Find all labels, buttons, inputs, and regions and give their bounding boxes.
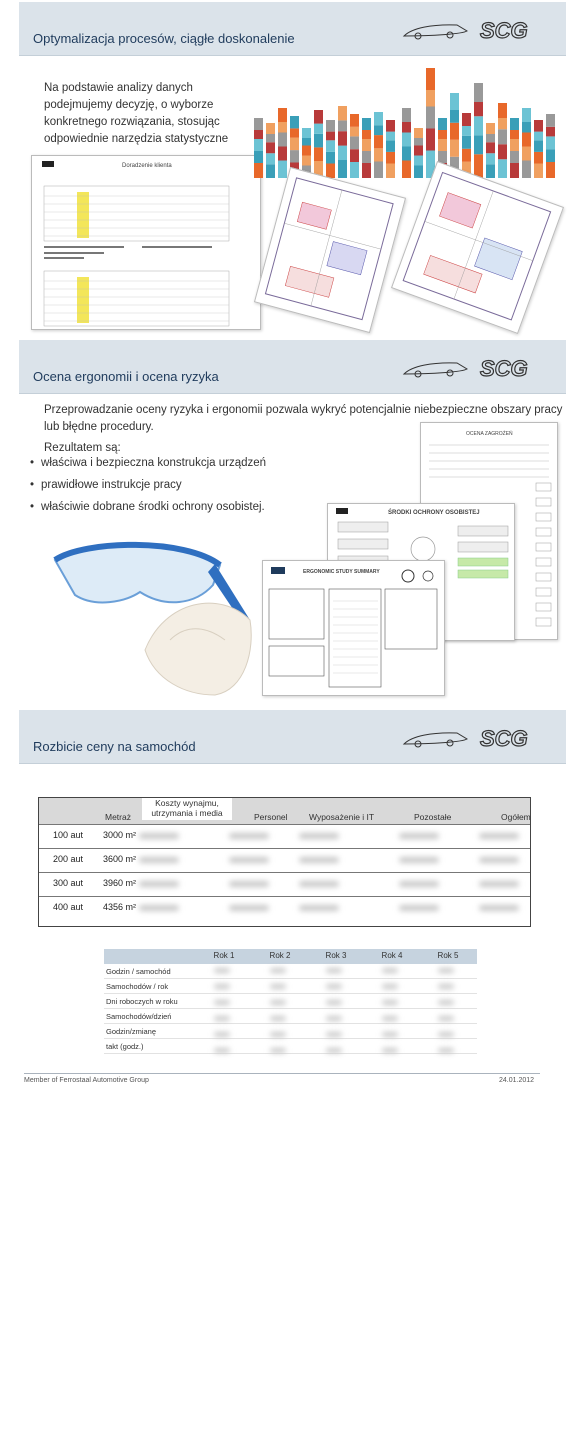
bar-segment: [474, 116, 483, 135]
row-area: 3960 m²: [103, 878, 137, 888]
bar-segment: [546, 127, 555, 137]
floor-plan-1: [254, 167, 406, 333]
bar-segment: [534, 140, 543, 152]
header-pozostale: Pozostałe: [414, 812, 452, 822]
bar-segment: [290, 128, 299, 137]
bar-segment: [278, 108, 287, 122]
bar-segment: [438, 118, 447, 130]
table-row: [39, 848, 530, 872]
redacted-value: [382, 1016, 398, 1021]
redacted-value: [214, 1000, 230, 1005]
bar-segment: [498, 103, 507, 118]
bar-segment: [326, 152, 335, 164]
footer-date: 24.01.2012: [499, 1077, 535, 1084]
doc-title: Doradzenie klienta: [122, 163, 172, 169]
bar-segment: [326, 140, 335, 152]
redacted-value: [229, 833, 269, 839]
slide2-paragraph: Przeprowadzanie oceny ryzyka i ergonomii pozwala wykryć potencjalnie niebezpieczne obszary pracy lub błędne procedury.: [44, 404, 563, 433]
bar-segment: [374, 112, 383, 125]
redacted-value: [270, 1016, 286, 1021]
bar-segment: [546, 162, 555, 178]
bar-segment: [290, 138, 299, 150]
row-qty: 200 aut: [53, 854, 84, 864]
bar-segment: [350, 162, 359, 178]
footer-divider: [24, 1073, 540, 1074]
redacted-value: [438, 968, 454, 973]
bar-segment: [254, 163, 263, 178]
ergo-form-figure: [263, 561, 444, 693]
table-row: [39, 824, 530, 848]
bar-segment: [498, 144, 507, 159]
redacted-value: [326, 1000, 342, 1005]
bar-segment: [510, 139, 519, 151]
redacted-value: [382, 1032, 398, 1037]
bar-segment: [266, 134, 275, 142]
redacted-value: [214, 968, 230, 973]
header-ogolem: Ogółem: [501, 812, 531, 822]
redacted-value: [229, 881, 269, 887]
redacted-value: [326, 1048, 342, 1053]
bar-segment: [386, 152, 395, 164]
safety-glasses-gloves-image: [45, 530, 265, 700]
stacked-bar-charts-figure: [252, 66, 562, 186]
bullet-item: • właściwa i bezpieczna konstrukcja urządzeń: [30, 452, 266, 474]
redacted-value: [214, 1016, 230, 1021]
bar-segment: [534, 132, 543, 141]
bar-segment: [350, 127, 359, 137]
row-label: Godzin/zmianę: [106, 1027, 157, 1036]
bar-segment: [386, 120, 395, 132]
bar-segment: [510, 163, 519, 178]
redacted-value: [326, 1032, 342, 1037]
bar-segment: [462, 136, 471, 149]
bar-segment: [450, 140, 459, 157]
row-qty: 400 aut: [53, 902, 84, 912]
redacted-value: [382, 968, 398, 973]
bar-segment: [546, 114, 555, 127]
bar-segment: [278, 122, 287, 133]
bar-segment: [474, 102, 483, 116]
floor-plan-2-drawing: [392, 162, 562, 332]
bar-segment: [534, 152, 543, 164]
bar-segment: [374, 135, 383, 148]
bar-segment: [386, 140, 395, 152]
bar-segment: [546, 136, 555, 149]
year-table-header: [104, 949, 477, 964]
year-header: Rok 4: [381, 951, 403, 960]
bar-segment: [326, 132, 335, 141]
ergonomic-study-document: [262, 560, 445, 696]
svg-text:SCG: SCG: [480, 356, 528, 381]
redacted-value: [270, 1000, 286, 1005]
bar-segment: [266, 164, 275, 178]
bar-segment: [534, 120, 543, 132]
bar-segment: [402, 122, 411, 133]
bar-segment: [338, 106, 347, 120]
year-header: Rok 1: [213, 951, 235, 960]
redacted-value: [214, 984, 230, 989]
bar-segment: [266, 123, 275, 134]
year-table-row: [104, 1039, 477, 1054]
bar-segment: [486, 123, 495, 134]
doc-title-ocena: OCENA ZAGROŻEŃ: [466, 431, 513, 437]
bar-segment: [314, 124, 323, 134]
redacted-value: [438, 1048, 454, 1053]
redacted-value: [382, 984, 398, 989]
floor-plan-1-drawing: [255, 168, 405, 332]
bar-segment: [414, 166, 423, 179]
slide-header-rozbicie: [19, 710, 566, 764]
bar-segment: [350, 136, 359, 149]
bar-segment: [522, 161, 531, 179]
bar-segment: [374, 125, 383, 135]
redacted-value: [326, 968, 342, 973]
row-area: 3000 m²: [103, 830, 137, 840]
redacted-value: [270, 968, 286, 973]
slide-title: Optymalizacja procesów, ciągłe doskonalenie: [33, 31, 295, 46]
slide-header-ergonomia: [19, 340, 566, 394]
bar-segment: [462, 113, 471, 126]
bar-segment: [450, 123, 459, 140]
bar-segment: [522, 108, 531, 122]
redacted-value: [382, 1000, 398, 1005]
redacted-value: [270, 1032, 286, 1037]
bar-segment: [254, 118, 263, 130]
bar-segment: [402, 133, 411, 147]
bar-segment: [338, 120, 347, 131]
row-area: 4356 m²: [103, 902, 137, 912]
redacted-value: [214, 1048, 230, 1053]
bar-segment: [510, 118, 519, 130]
table-row: [39, 872, 530, 896]
results-bullet-list: [30, 452, 266, 518]
row-label: Godzin / samochód: [106, 967, 171, 976]
bar-segment: [374, 162, 383, 179]
redacted-value: [139, 833, 179, 839]
redacted-value: [399, 881, 439, 887]
scg-car-logo-icon: [402, 14, 552, 44]
redacted-value: [479, 905, 519, 911]
bar-segment: [486, 153, 495, 164]
year-table-row: [104, 994, 477, 1009]
bar-segment: [278, 133, 287, 147]
bar-segment: [338, 131, 347, 145]
bar-segment: [302, 146, 311, 156]
bar-segment: [338, 146, 347, 160]
bar-segment: [486, 134, 495, 142]
scg-car-logo-icon: [402, 352, 552, 382]
row-label: Samochodów / rok: [106, 982, 169, 991]
row-label: Samochodów/dzień: [106, 1012, 172, 1021]
bar-segment: [462, 149, 471, 162]
bar-segment: [522, 133, 531, 147]
bar-segment: [278, 147, 287, 161]
bar-segment: [414, 146, 423, 156]
bar-segment: [386, 164, 395, 179]
bar-segment: [522, 147, 531, 161]
bar-segment: [314, 147, 323, 161]
bar-segment: [414, 138, 423, 146]
redacted-value: [479, 833, 519, 839]
bar-segment: [302, 138, 311, 146]
redacted-value: [399, 905, 439, 911]
bullet-item: • właściwie dobrane środki ochrony osobistej.: [30, 496, 266, 518]
bar-segment: [426, 68, 435, 90]
table-row: [39, 896, 530, 920]
bar-segment: [474, 135, 483, 154]
bar-segment: [474, 83, 483, 102]
row-area: 3600 m²: [103, 854, 137, 864]
bar-segment: [450, 110, 459, 123]
bar-segment: [278, 161, 287, 179]
redacted-value: [299, 857, 339, 863]
redacted-value: [139, 905, 179, 911]
bar-segment: [546, 149, 555, 162]
header-metraz: Metraż: [105, 812, 131, 822]
slide-header-optymalizacja: [19, 2, 566, 56]
bar-segment: [386, 132, 395, 141]
redacted-value: [326, 984, 342, 989]
bar-segment: [486, 142, 495, 153]
bar-segment: [338, 160, 347, 178]
bar-segment: [314, 134, 323, 148]
row-label: Dni roboczych w roku: [106, 997, 178, 1006]
doc-title-srodki: ŚRODKI OCHRONY OSOBISTEJ: [388, 510, 480, 516]
bar-segment: [362, 163, 371, 178]
redacted-value: [229, 857, 269, 863]
bar-segment: [414, 156, 423, 166]
bar-segment: [290, 116, 299, 128]
redacted-value: [299, 833, 339, 839]
bar-segment: [302, 156, 311, 166]
bar-segment: [362, 139, 371, 151]
redacted-value: [438, 1000, 454, 1005]
bar-segment: [326, 120, 335, 132]
redacted-value: [399, 857, 439, 863]
redacted-value: [299, 881, 339, 887]
bar-segment: [498, 118, 507, 129]
bar-segment: [374, 148, 383, 161]
bar-segment: [266, 142, 275, 153]
redacted-value: [479, 857, 519, 863]
row-qty: 100 aut: [53, 830, 84, 840]
redacted-value: [299, 905, 339, 911]
year-table-row: [104, 979, 477, 994]
redacted-value: [139, 857, 179, 863]
bar-segment: [498, 129, 507, 144]
redacted-value: [438, 1032, 454, 1037]
redacted-value: [270, 1048, 286, 1053]
year-header: Rok 3: [325, 951, 347, 960]
redacted-value: [214, 1032, 230, 1037]
redacted-value: [399, 833, 439, 839]
redacted-value: [479, 881, 519, 887]
bar-segment: [350, 149, 359, 162]
bar-segment: [266, 153, 275, 164]
price-breakdown-table: [38, 797, 531, 927]
decision-table-figure: [32, 156, 260, 328]
year-table-row: [104, 1009, 477, 1024]
footer-member-text: Member of Ferrostaal Automotive Group: [24, 1077, 149, 1084]
bar-segment: [426, 107, 435, 129]
svg-text:SCG: SCG: [480, 726, 528, 751]
slide-title: Rozbicie ceny na samochód: [33, 739, 196, 754]
header-koszty: Koszty wynajmu, utrzymania i media: [142, 798, 232, 820]
header-personel: Personel: [254, 812, 288, 822]
row-qty: 300 aut: [53, 878, 84, 888]
bar-segment: [290, 150, 299, 162]
bar-segment: [450, 93, 459, 110]
bar-segment: [426, 90, 435, 107]
bullet-item: • prawidłowe instrukcje pracy: [30, 474, 266, 496]
bar-segment: [254, 151, 263, 163]
bar-segment: [362, 130, 371, 139]
slide1-body-text: Na podstawie analizy danych podejmujemy decyzję, o wyborze konkretnego rozwiązania, stosując odpowiednie narzędzia statystyczne: [44, 82, 229, 145]
bar-segment: [498, 159, 507, 178]
scg-car-logo-icon: [402, 722, 552, 752]
header-wyposazenie: Wyposażenie i IT: [309, 812, 375, 822]
slide2-subheading: Rezultatem są:: [44, 442, 121, 454]
decision-table-document: [31, 155, 261, 330]
bar-segment: [402, 147, 411, 161]
redacted-value: [438, 1016, 454, 1021]
redacted-value: [382, 1048, 398, 1053]
redacted-value: [270, 984, 286, 989]
bar-segment: [426, 129, 435, 151]
bar-segment: [402, 161, 411, 179]
svg-text:SCG: SCG: [480, 18, 528, 43]
bar-segment: [302, 128, 311, 138]
redacted-value: [326, 1016, 342, 1021]
doc-title-ergo: ERGONOMIC STUDY SUMMARY: [303, 569, 380, 575]
bar-segment: [522, 122, 531, 133]
bar-segment: [326, 164, 335, 179]
redacted-value: [229, 905, 269, 911]
bar-segment: [510, 151, 519, 163]
bar-segment: [402, 108, 411, 122]
row-label: takt (godz.): [106, 1042, 144, 1051]
bar-segment: [362, 151, 371, 163]
bar-segment: [486, 164, 495, 178]
bar-segment: [438, 130, 447, 139]
year-table-row: [104, 1024, 477, 1039]
bar-segment: [438, 139, 447, 151]
bar-segment: [414, 128, 423, 138]
redacted-value: [438, 984, 454, 989]
redacted-value: [139, 881, 179, 887]
year-header: Rok 2: [269, 951, 291, 960]
year-table-row: [104, 964, 477, 979]
yearly-metrics-table: [104, 949, 477, 1054]
slide-title: Ocena ergonomii i ocena ryzyka: [33, 369, 219, 384]
bar-segment: [350, 114, 359, 127]
bar-segment: [314, 110, 323, 124]
year-header: Rok 5: [437, 951, 459, 960]
floor-plan-2: [391, 161, 564, 334]
bar-segment: [534, 164, 543, 179]
bar-segment: [254, 139, 263, 151]
bar-segment: [510, 130, 519, 139]
bar-segment: [254, 130, 263, 139]
bar-segment: [362, 118, 371, 130]
bar-segment: [462, 126, 471, 136]
